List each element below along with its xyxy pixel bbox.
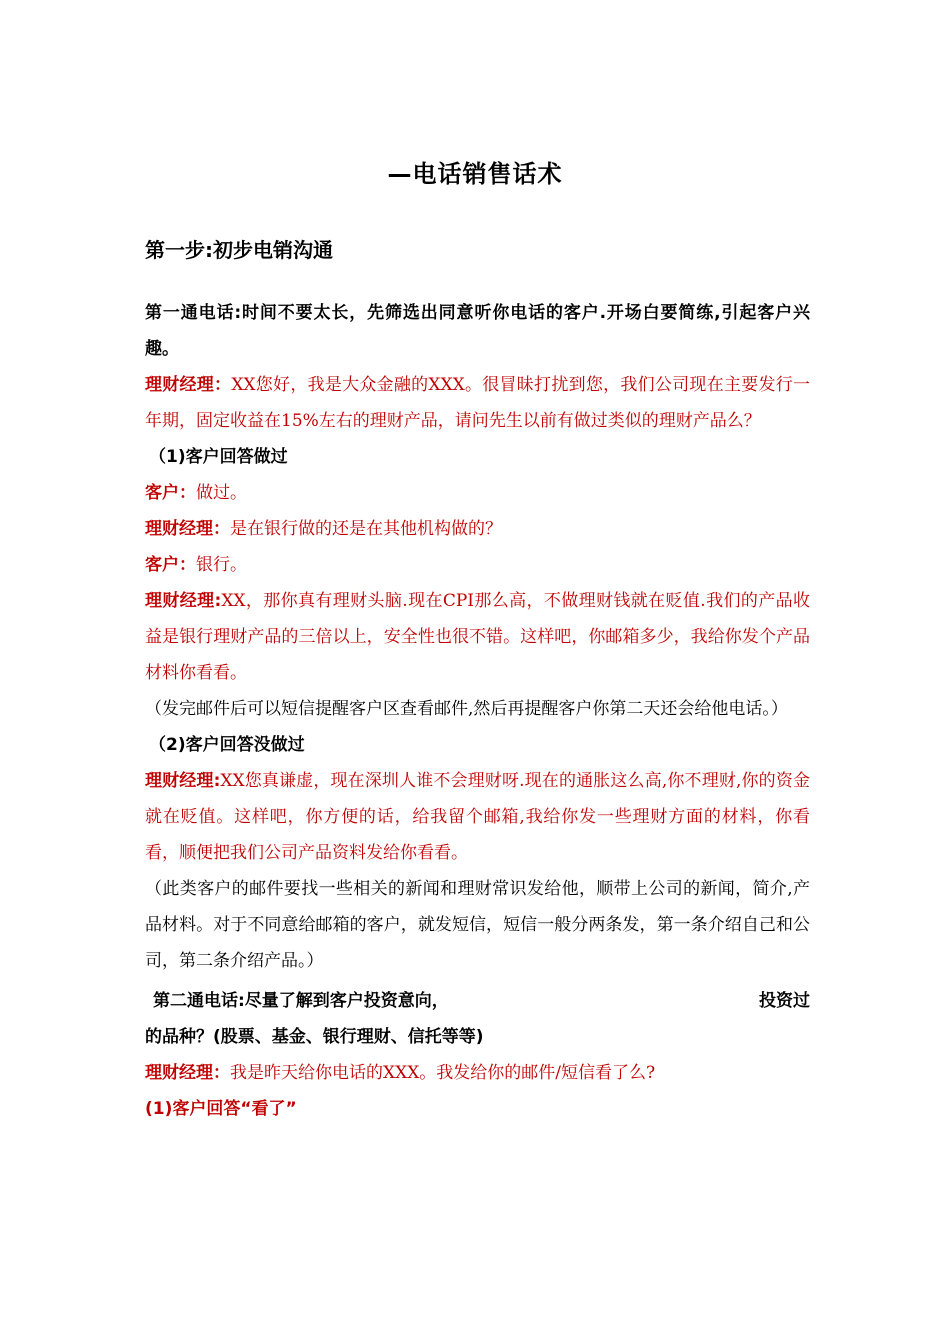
dialogue-manager-3 (145, 583, 810, 691)
dialogue-text: XX，那你真有理财头脑.现在CPI那么高，不做理财钱就在贬值.我们的产品收益是银行理财产品的三倍以上，安全性也很不错。这样吧，你邮箱多少，我给你发个产品材料你看看。 (145, 591, 810, 683)
dialogue-text: XX您真谦虚，现在深圳人谁不会理财呀.现在的通胀这么高,你不理财,你的资金就在贬值。这样吧，你方便的话，给我留个邮箱,我给你发一些理财方面的材料，你看看，顺便把我们公司产品资料发给你看看。 (145, 771, 810, 863)
case-heading-1: （1)客户回答做过 (149, 447, 288, 467)
call2-heading (145, 983, 810, 1019)
case-heading-3: (1)客户回答“看了” (145, 1099, 297, 1119)
speaker-label: 理财经理： (145, 1063, 230, 1083)
dialogue-text: 银行。 (196, 555, 247, 575)
speaker-label: 理财经理: (145, 771, 221, 791)
speaker-label: 客户： (145, 483, 196, 503)
call2-heading-right: 投资过 (759, 991, 810, 1011)
dialogue-manager-5 (145, 1055, 810, 1091)
dialogue-text: 我是昨天给你电话的XXX。我发给你的邮件/短信看了么? (230, 1063, 656, 1083)
dialogue-manager-1 (145, 367, 810, 439)
call2-heading-left: 第二通电话:尽量了解到客户投资意向， (153, 991, 449, 1011)
speaker-label: 理财经理： (145, 375, 232, 395)
note-2: （此类客户的邮件要找一些相关的新闻和理财常识发给他，顺带上公司的新闻，简介,产品材料。对于不同意给邮箱的客户，就发短信，短信一般分两条发，第一条介绍自己和公司，第二条介绍产品。） (145, 879, 810, 971)
dialogue-text: 做过。 (196, 483, 247, 503)
dialogue-customer-1 (145, 475, 810, 511)
speaker-label: 客户： (145, 555, 196, 575)
page-title: —电话销售话术 (387, 160, 563, 188)
dialogue-text: XX您好，我是大众金融的XXX。很冒昧打扰到您，我们公司现在主要发行一年期，固定收益在15%左右的理财产品，请问先生以前有做过类似的理财产品么？ (145, 375, 811, 431)
dialogue-manager-4 (145, 763, 810, 871)
document-body (145, 295, 810, 1127)
call1-heading: 第一通电话:时间不要太长，先筛选出同意听你电话的客户.开场白要简练,引起客户兴趣。 (145, 303, 810, 359)
dialogue-manager-2 (145, 511, 810, 547)
step-heading: 第一步:初步电销沟通 (145, 238, 333, 262)
case-heading-2: （2)客户回答没做过 (149, 735, 305, 755)
speaker-label: 理财经理： (145, 519, 230, 539)
call2-heading-cont: 的品种？(股票、基金、银行理财、信托等等) (145, 1027, 484, 1047)
note-1: （发完邮件后可以短信提醒客户区查看邮件,然后再提醒客户你第二天还会给他电话。） (145, 699, 788, 719)
dialogue-text: 是在银行做的还是在其他机构做的？ (230, 519, 502, 539)
speaker-label: 理财经理: (145, 591, 222, 611)
dialogue-customer-2 (145, 547, 810, 583)
